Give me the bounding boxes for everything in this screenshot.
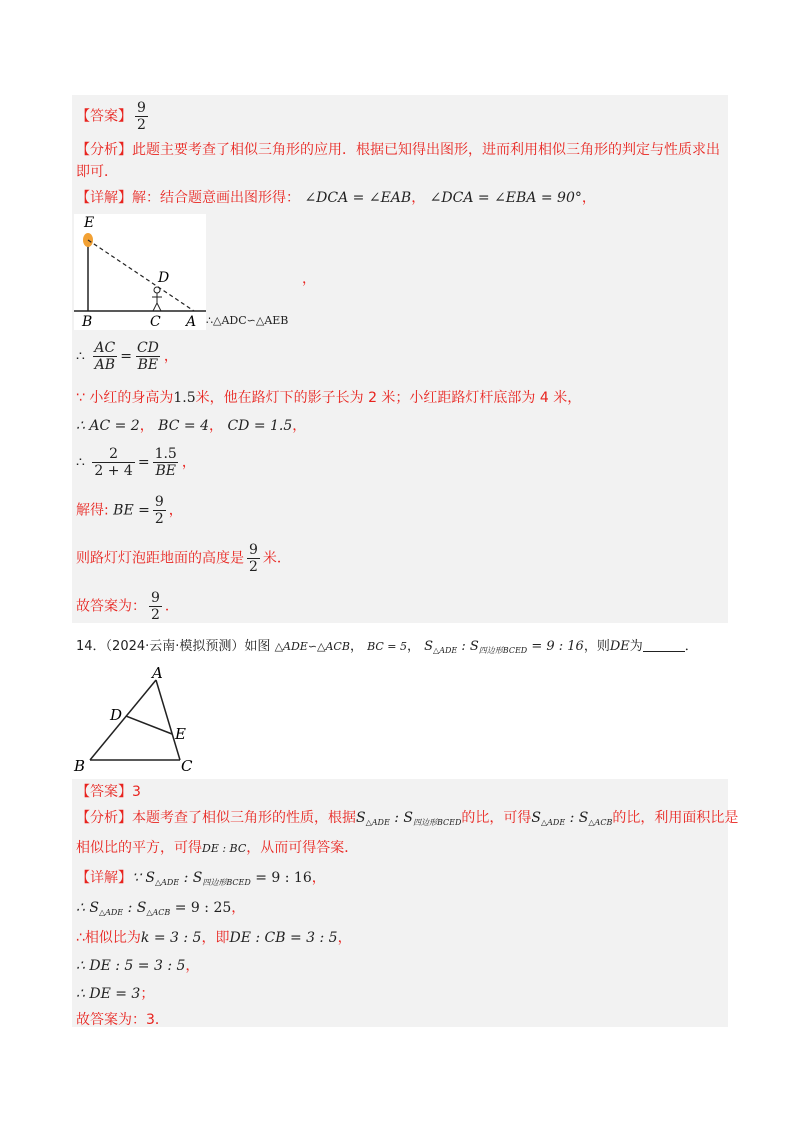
q14-answer: 【答案】3 <box>76 784 141 800</box>
label-c: C <box>181 757 193 775</box>
label-e: E <box>175 725 186 743</box>
segment-de <box>126 716 172 734</box>
q14-triangle-figure <box>72 664 202 776</box>
q13-analysis-cont: 即可． <box>76 164 118 180</box>
q14-step1: 【详解】∵ $S_{\triangle ADE}$ : $S_{四边形BCED} = 9$ : 16， <box>76 870 326 887</box>
stray-mark: ， <box>302 271 316 287</box>
q14-stem: 14．（2024·云南·模拟预测）如图 △ADE∽△ACB， BC = 5， $S_{\triangle ADE}$ : $S_{四边形BCED} = 9$ : 16，则DE为 ． <box>76 639 698 655</box>
q14-step3: ∴相似比为k = 3 : 5，即DE : CB = 3 : 5， <box>76 930 352 946</box>
q13-lamp-figure <box>74 214 206 330</box>
label-b: B <box>74 757 86 775</box>
q13-similar: ∴△ADC∽△AEB <box>206 314 289 327</box>
q13-height: 则路灯灯泡距地面的高度是 $\frac{9}{2}$ 米． <box>76 542 291 575</box>
q13-analysis: 【分析】此题主要考查了相似三角形的应用．根据已知得出图形，进而利用相似三角形的判定与性质求出 <box>76 142 720 158</box>
label-a: A <box>186 314 197 330</box>
q14-step4: ∴ DE : 5 = 3 : 5， <box>76 958 200 974</box>
q14-step5: ∴ DE = 3； <box>76 986 155 1002</box>
q13-final: 故答案为： $\frac{9}{2}$ ． <box>76 590 179 623</box>
q13-eq2: ∴ $\frac{2}{2 + 4}$ = $\frac{1.5}{BE}$ ， <box>76 446 196 479</box>
label-c: C <box>150 314 161 330</box>
label-d: D <box>110 706 123 724</box>
q13-detail-intro: 【详解】解：结合题意画出图形得： ∠DCA = ∠EAB， ∠DCA = ∠EBA = 90°， <box>76 190 596 206</box>
q13-given: ∵ 小红的身高为1.5米，他在路灯下的影子长为 2 米；小红距路灯杆底部为 4 米， <box>76 390 582 406</box>
q13-values: ∴ AC = 2， BC = 4， CD = 1.5， <box>76 418 307 434</box>
q13-ratio: ∴ $\frac{AC}{AB}$ = $\frac{CD}{BE}$ ， <box>76 340 178 373</box>
label-a: A <box>152 664 163 682</box>
label-b: B <box>82 314 93 330</box>
side-ab <box>90 680 156 760</box>
label-e: E <box>84 215 95 231</box>
answer-blank <box>643 637 685 652</box>
q14-step2: ∴ $S_{\triangle ADE}$ : $S_{\triangle ACB} = 9$ : 25， <box>76 900 246 917</box>
q13-solve: 解得: BE = $\frac{9}{2}$ ， <box>76 494 183 527</box>
q13-answer: 【答案】 $\frac{9}{2}$ <box>76 100 146 133</box>
label-d: D <box>158 270 170 286</box>
q14-final: 故答案为：3． <box>76 1012 169 1028</box>
q14-analysis-cont: 相似比的平方，可得DE : BC，从而可得答案． <box>76 840 359 856</box>
side-ac <box>156 680 180 760</box>
q14-analysis: 【分析】本题考查了相似三角形的性质，根据$S_{\triangle ADE}$ : $S_{四边形BCED}$的比，可得$S_{\triangle ADE}$ : $S_{\triangle ACB}$的比，利用面积比是 <box>76 810 739 827</box>
